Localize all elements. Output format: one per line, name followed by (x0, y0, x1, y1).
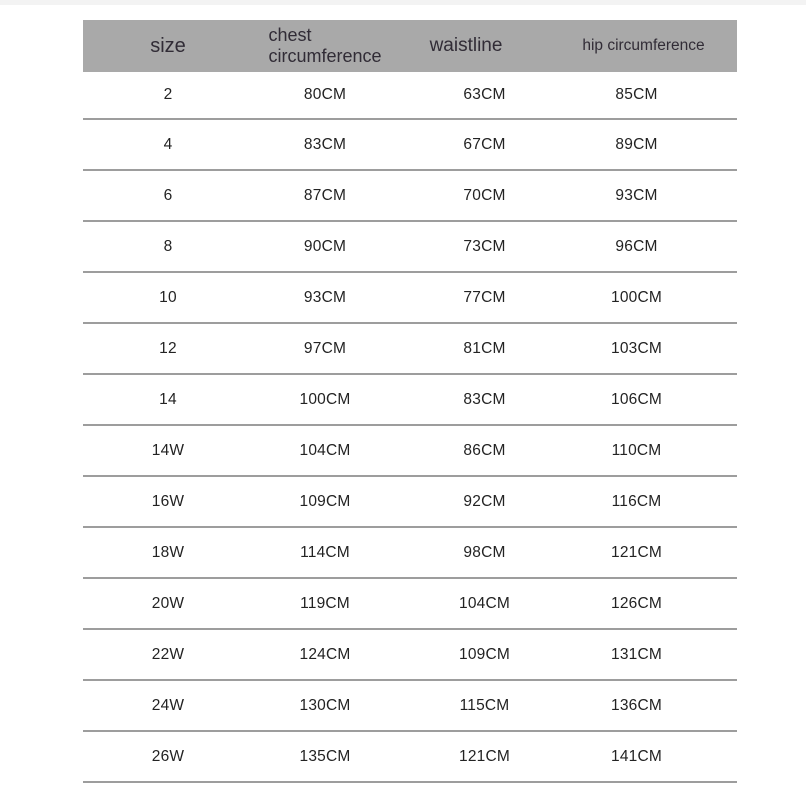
cell-waistline: 115CM (459, 696, 510, 714)
cell-hip-circumference: 96CM (615, 237, 658, 255)
table-row (83, 426, 737, 477)
cell-waistline: 70CM (463, 186, 506, 204)
cell-chest-circumference: 93CM (303, 288, 347, 306)
cell-size: 2 (163, 86, 173, 103)
cell-waistline: 86CM (463, 441, 506, 459)
cell-waistline: 77CM (463, 288, 506, 306)
table-row (83, 171, 737, 222)
table-row (83, 375, 737, 426)
cell-chest-circumference: 119CM (300, 594, 350, 612)
size-table-body (83, 72, 737, 783)
cell-waistline: 63CM (463, 86, 506, 103)
header-waistline: waistline (429, 35, 503, 56)
cell-waistline: 109CM (459, 645, 510, 663)
cell-waistline: 104CM (459, 594, 510, 612)
table-row (83, 579, 737, 630)
cell-chest-circumference: 114CM (300, 543, 350, 561)
cell-chest-circumference: 80CM (303, 86, 347, 103)
cell-waistline: 81CM (463, 339, 506, 357)
header-row (83, 20, 737, 72)
cell-hip-circumference: 136CM (611, 696, 662, 714)
cell-waistline: 73CM (463, 237, 506, 255)
header-chest-circumference-lines (268, 25, 381, 67)
cell-chest-circumference: 109CM (299, 492, 351, 510)
cell-chest-circumference: 130CM (299, 696, 351, 714)
cell-hip-circumference: 110CM (611, 441, 662, 459)
cell-waistline: 67CM (463, 135, 506, 153)
cell-hip-circumference: 89CM (615, 135, 658, 153)
cell-size: 18W (151, 543, 185, 561)
cell-size: 14W (151, 441, 185, 459)
table-row (83, 630, 737, 681)
cell-size: 22W (151, 645, 185, 663)
table-row (83, 324, 737, 375)
header-hip-circumference: hip circumference (582, 37, 705, 54)
header-chest-line1: chest (268, 25, 312, 45)
cell-hip-circumference: 141CM (611, 747, 662, 765)
header-chest-circumference (253, 25, 397, 67)
cell-chest-circumference: 104CM (299, 441, 351, 459)
cell-size: 20W (151, 594, 185, 612)
cell-size: 6 (163, 186, 173, 204)
cell-waistline: 98CM (463, 543, 506, 561)
cell-waistline: 83CM (463, 390, 506, 408)
size-chart-table (83, 20, 737, 783)
header-chest-line2: circumference (268, 46, 382, 66)
table-row (83, 477, 737, 528)
cell-hip-circumference: 116CM (611, 492, 662, 510)
cell-size: 4 (163, 135, 173, 153)
cell-size: 8 (163, 237, 173, 255)
cell-size: 10 (159, 288, 177, 306)
cell-hip-circumference: 106CM (611, 390, 662, 408)
cell-size: 24W (151, 696, 185, 714)
cell-size: 26W (151, 747, 185, 765)
cell-hip-circumference: 103CM (611, 339, 662, 357)
cell-hip-circumference: 121CM (611, 543, 662, 561)
cell-chest-circumference: 100CM (299, 390, 351, 408)
cell-chest-circumference: 90CM (303, 237, 347, 255)
cell-waistline: 121CM (459, 747, 510, 765)
cell-hip-circumference: 93CM (615, 186, 658, 204)
table-row (83, 528, 737, 579)
table-row (83, 222, 737, 273)
cell-chest-circumference: 97CM (303, 339, 347, 357)
cell-chest-circumference: 124CM (299, 645, 351, 663)
cell-hip-circumference: 126CM (611, 594, 662, 612)
cell-chest-circumference: 135CM (299, 747, 351, 765)
cell-waistline: 92CM (463, 492, 506, 510)
cell-size: 14 (159, 390, 177, 408)
cell-chest-circumference: 83CM (303, 135, 347, 153)
table-row (83, 72, 737, 120)
cell-size: 16W (151, 492, 185, 510)
table-row (83, 681, 737, 732)
table-row (83, 732, 737, 783)
cell-hip-circumference: 131CM (611, 645, 662, 663)
cell-hip-circumference: 100CM (611, 288, 662, 306)
cell-hip-circumference: 85CM (615, 86, 658, 103)
table-row (83, 273, 737, 324)
top-edge-strip (0, 0, 806, 5)
cell-chest-circumference: 87CM (303, 186, 347, 204)
table-row (83, 120, 737, 171)
cell-size: 12 (159, 339, 177, 357)
header-size: size (150, 34, 186, 57)
